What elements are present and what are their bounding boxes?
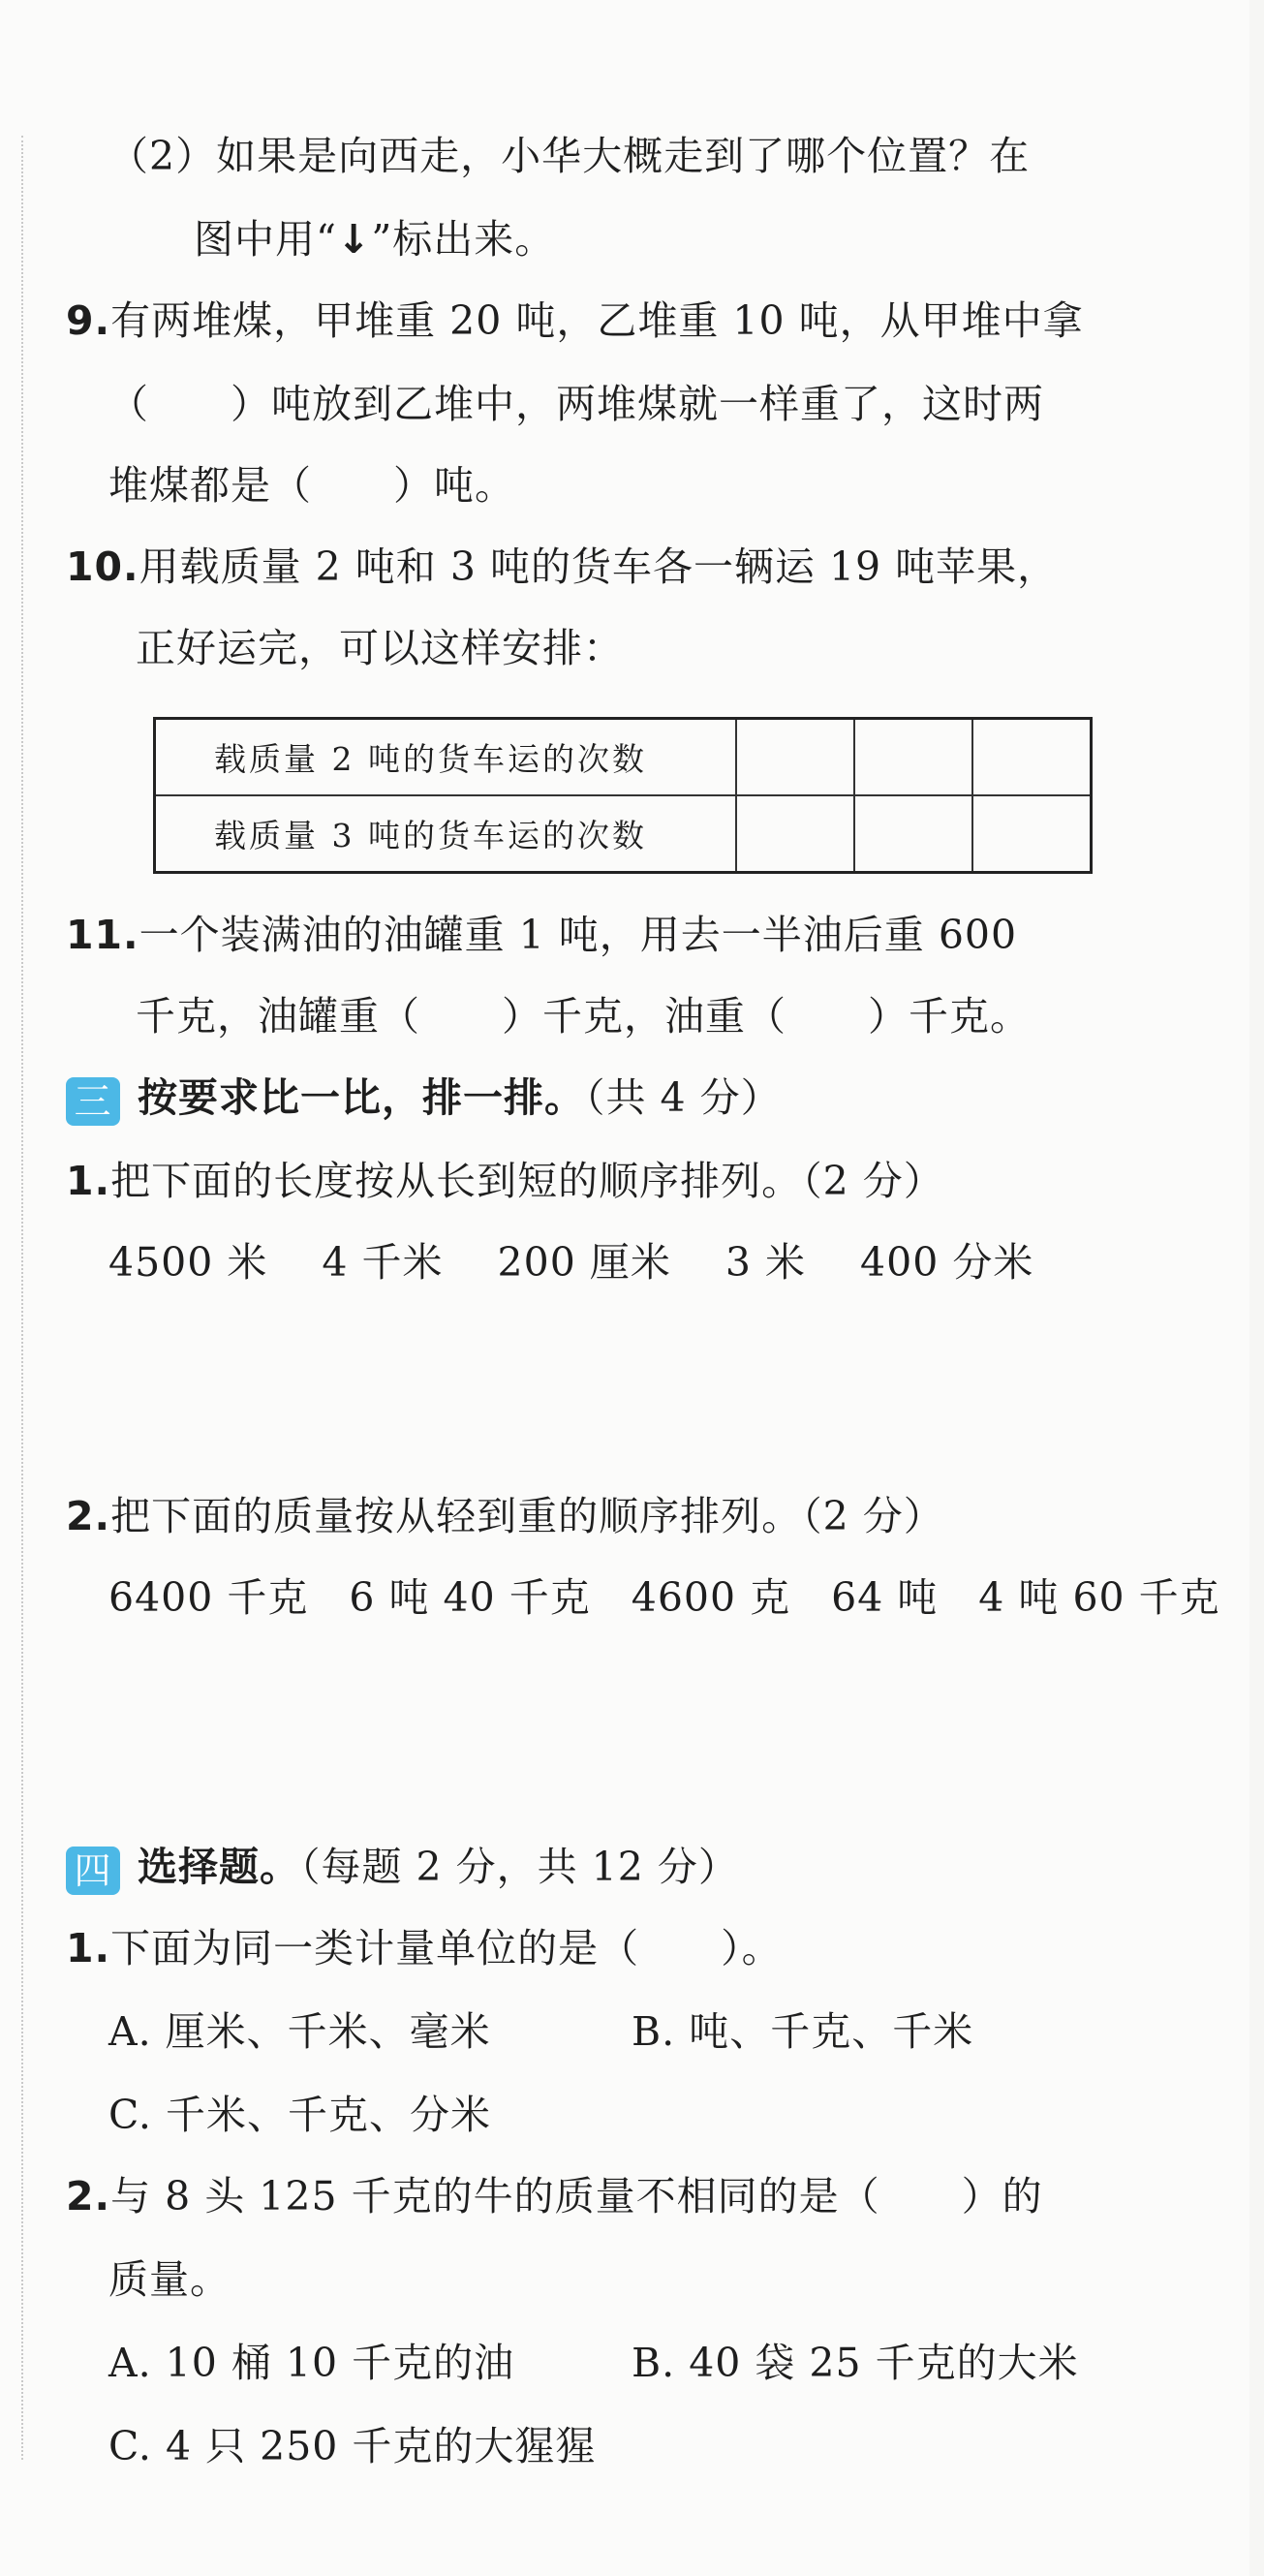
truck-trips-table bbox=[153, 717, 1093, 874]
answer-cell[interactable] bbox=[736, 719, 854, 796]
answer-cell[interactable] bbox=[972, 795, 1092, 873]
s4-q2-option-c: C. 4 只 250 千克的大猩猩 bbox=[108, 2423, 597, 2469]
answer-cell[interactable] bbox=[854, 719, 972, 796]
s4-q2-option-a: A. 10 桶 10 千克的油 bbox=[108, 2340, 515, 2386]
q8-part2-line1: （2）如果是向西走，小华大概走到了哪个位置？在 bbox=[108, 133, 1031, 179]
q9-text1: 有两堆煤，甲堆重 20 吨，乙堆重 10 吨，从甲堆中拿 bbox=[110, 297, 1084, 344]
s3-q2-items: 6400 千克 6 吨 40 千克 4600 克 64 吨 4 吨 60 千克 bbox=[108, 1574, 1220, 1621]
q9-number: 9. bbox=[66, 297, 111, 344]
s4-q2-option-b: B. 40 袋 25 千克的大米 bbox=[632, 2340, 1079, 2386]
section3-points: （共 4 分） bbox=[585, 1074, 782, 1121]
q8-part2-text-a: 图中用“ bbox=[194, 216, 337, 263]
q11-number: 11. bbox=[66, 912, 139, 958]
q9-line2: （ ）吨放到乙堆中，两堆煤就一样重了，这时两 bbox=[108, 381, 1044, 427]
s3-q2-line bbox=[66, 1492, 944, 1540]
section4-heading bbox=[66, 1843, 739, 1895]
s3-q1-text: 把下面的长度按从长到短的顺序排列。（2 分） bbox=[110, 1158, 944, 1204]
s4-q2-text1: 与 8 头 125 千克的牛的质量不相同的是（ ）的 bbox=[110, 2173, 1043, 2219]
s3-q1-number: 1. bbox=[66, 1158, 111, 1204]
row-label-2-ton: 载质量 2 吨的货车运的次数 bbox=[155, 719, 736, 796]
section-number-badge: 三 bbox=[66, 1077, 120, 1126]
s4-q1-option-c: C. 千米、千克、分米 bbox=[108, 2092, 491, 2138]
q9-line1 bbox=[66, 296, 1084, 345]
s3-q2-text: 把下面的质量按从轻到重的顺序排列。（2 分） bbox=[110, 1493, 944, 1539]
table-row bbox=[155, 719, 1092, 796]
q9-line3: 堆煤都是（ ）吨。 bbox=[108, 462, 515, 509]
section4-points: （每题 2 分，共 12 分） bbox=[300, 1844, 739, 1890]
s4-q1-text: 下面为同一类计量单位的是（ ）。 bbox=[110, 1925, 783, 1971]
answer-cell[interactable] bbox=[972, 719, 1092, 796]
answer-cell[interactable] bbox=[854, 795, 972, 873]
s4-q1-option-b: B. 吨、千克、千米 bbox=[632, 2008, 974, 2055]
s4-q1-option-a: A. 厘米、千米、毫米 bbox=[108, 2008, 491, 2055]
down-arrow-icon: ↓ bbox=[336, 216, 372, 263]
row-label-3-ton: 载质量 3 吨的货车运的次数 bbox=[155, 795, 736, 873]
binding-margin-line bbox=[21, 136, 23, 2460]
section3-heading bbox=[66, 1073, 782, 1126]
s3-q1-items: 4500 米 4 千米 200 厘米 3 米 400 分米 bbox=[108, 1239, 1034, 1286]
q10-text1: 用载质量 2 吨和 3 吨的货车各一辆运 19 吨苹果， bbox=[139, 543, 1059, 590]
q8-part2-text-b: ”标出来。 bbox=[371, 216, 556, 263]
s3-q2-number: 2. bbox=[66, 1493, 111, 1539]
q10-line1 bbox=[66, 543, 1058, 591]
section3-title: 按要求比一比，排一排。 bbox=[138, 1074, 585, 1121]
s4-q2-line1 bbox=[66, 2172, 1043, 2220]
q8-part2-line2 bbox=[194, 215, 555, 264]
table-row bbox=[155, 795, 1092, 873]
section-number-badge: 四 bbox=[66, 1847, 120, 1895]
s4-q2-number: 2. bbox=[66, 2173, 111, 2219]
answer-cell[interactable] bbox=[736, 795, 854, 873]
q10-line2: 正好运完，可以这样安排： bbox=[136, 625, 624, 671]
q11-text1: 一个装满油的油罐重 1 吨，用去一半油后重 600 bbox=[139, 912, 1018, 958]
q11-line2: 千克，油罐重（ ）千克，油重（ ）千克。 bbox=[136, 993, 1031, 1040]
s4-q1-number: 1. bbox=[66, 1925, 111, 1971]
s4-q1-line bbox=[66, 1924, 783, 1972]
q10-number: 10. bbox=[66, 543, 139, 590]
q11-line1 bbox=[66, 911, 1017, 959]
section4-title: 选择题。 bbox=[138, 1844, 300, 1890]
s3-q1-line bbox=[66, 1157, 944, 1205]
s4-q2-line2: 质量。 bbox=[108, 2256, 231, 2303]
